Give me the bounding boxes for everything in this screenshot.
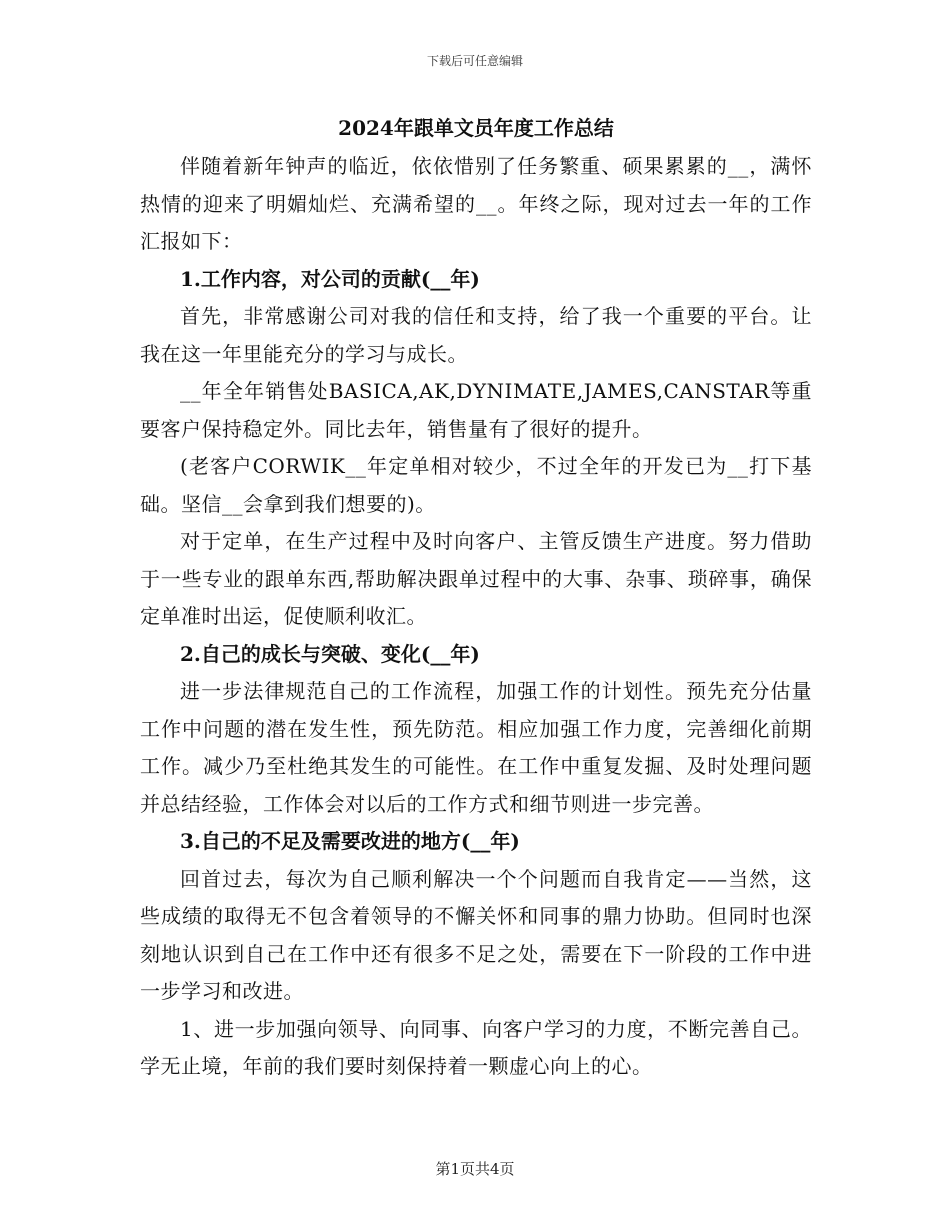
section-1-heading: 1.工作内容，对公司的贡献(__年) xyxy=(180,266,480,291)
section-3-paragraph-1: 回首过去，每次为自己顺利解决一个个问题而自我肯定——当然，这些成绩的取得无不包含着领导的不懈关怀和同事的鼎力协助。但同时也深刻地认识到自己在工作中还有很多不足之处，需要在下一阶段的工作中进一步学习和改进。 xyxy=(140,866,812,1003)
document-body xyxy=(140,112,812,1086)
section-3-heading: 3.自己的不足及需要改进的地方(__年) xyxy=(180,829,520,853)
document-title: 2024年跟单文员年度工作总结 xyxy=(338,116,614,140)
page-number: 第1页共4页 xyxy=(435,1160,515,1178)
section-1-paragraph-4: 对于定单，在生产过程中及时向客户、主管反馈生产进度。努力借助于一些专业的跟单东西,帮助解决跟单过程中的大事、杂事、琐碎事，确保定单准时出运，促使顺利收汇。 xyxy=(140,529,812,628)
section-3-paragraph-2: 1、进一步加强向领导、向同事、向客户学习的力度，不断完善自己。学无止境，年前的我们要时刻保持着一颗虚心向上的心。 xyxy=(140,1016,812,1078)
section-1-paragraph-1: 首先，非常感谢公司对我的信任和支持，给了我一个重要的平台。让我在这一年里能充分的学习与成长。 xyxy=(140,304,812,366)
intro-paragraph: 伴随着新年钟声的临近，依依惜别了任务繁重、硕果累累的__，满怀热情的迎来了明媚灿烂、充满希望的__。年终之际，现对过去一年的工作汇报如下： xyxy=(140,154,812,253)
page-header-note: 下载后可任意编辑 xyxy=(426,54,523,68)
section-1-paragraph-3: (老客户CORWIK__年定单相对较少，不过全年的开发已为__打下基础。坚信__会拿到我们想要的)。 xyxy=(140,454,812,516)
section-2-paragraph-1: 进一步法律规范自己的工作流程，加强工作的计划性。预先充分估量工作中问题的潜在发生性，预先防范。相应加强工作力度，完善细化前期工作。减少乃至杜绝其发生的可能性。在工作中重复发掘、及时处理问题并总结经验，工作体会对以后的工作方式和细节则进一步完善。 xyxy=(140,679,812,816)
section-1-paragraph-2: __年全年销售处BASICA,AK,DYNIMATE,JAMES,CANSTAR等重要客户保持稳定外。同比去年，销售量有了很好的提升。 xyxy=(140,379,812,441)
section-2-heading: 2.自己的成长与突破、变化(__年) xyxy=(180,641,480,666)
